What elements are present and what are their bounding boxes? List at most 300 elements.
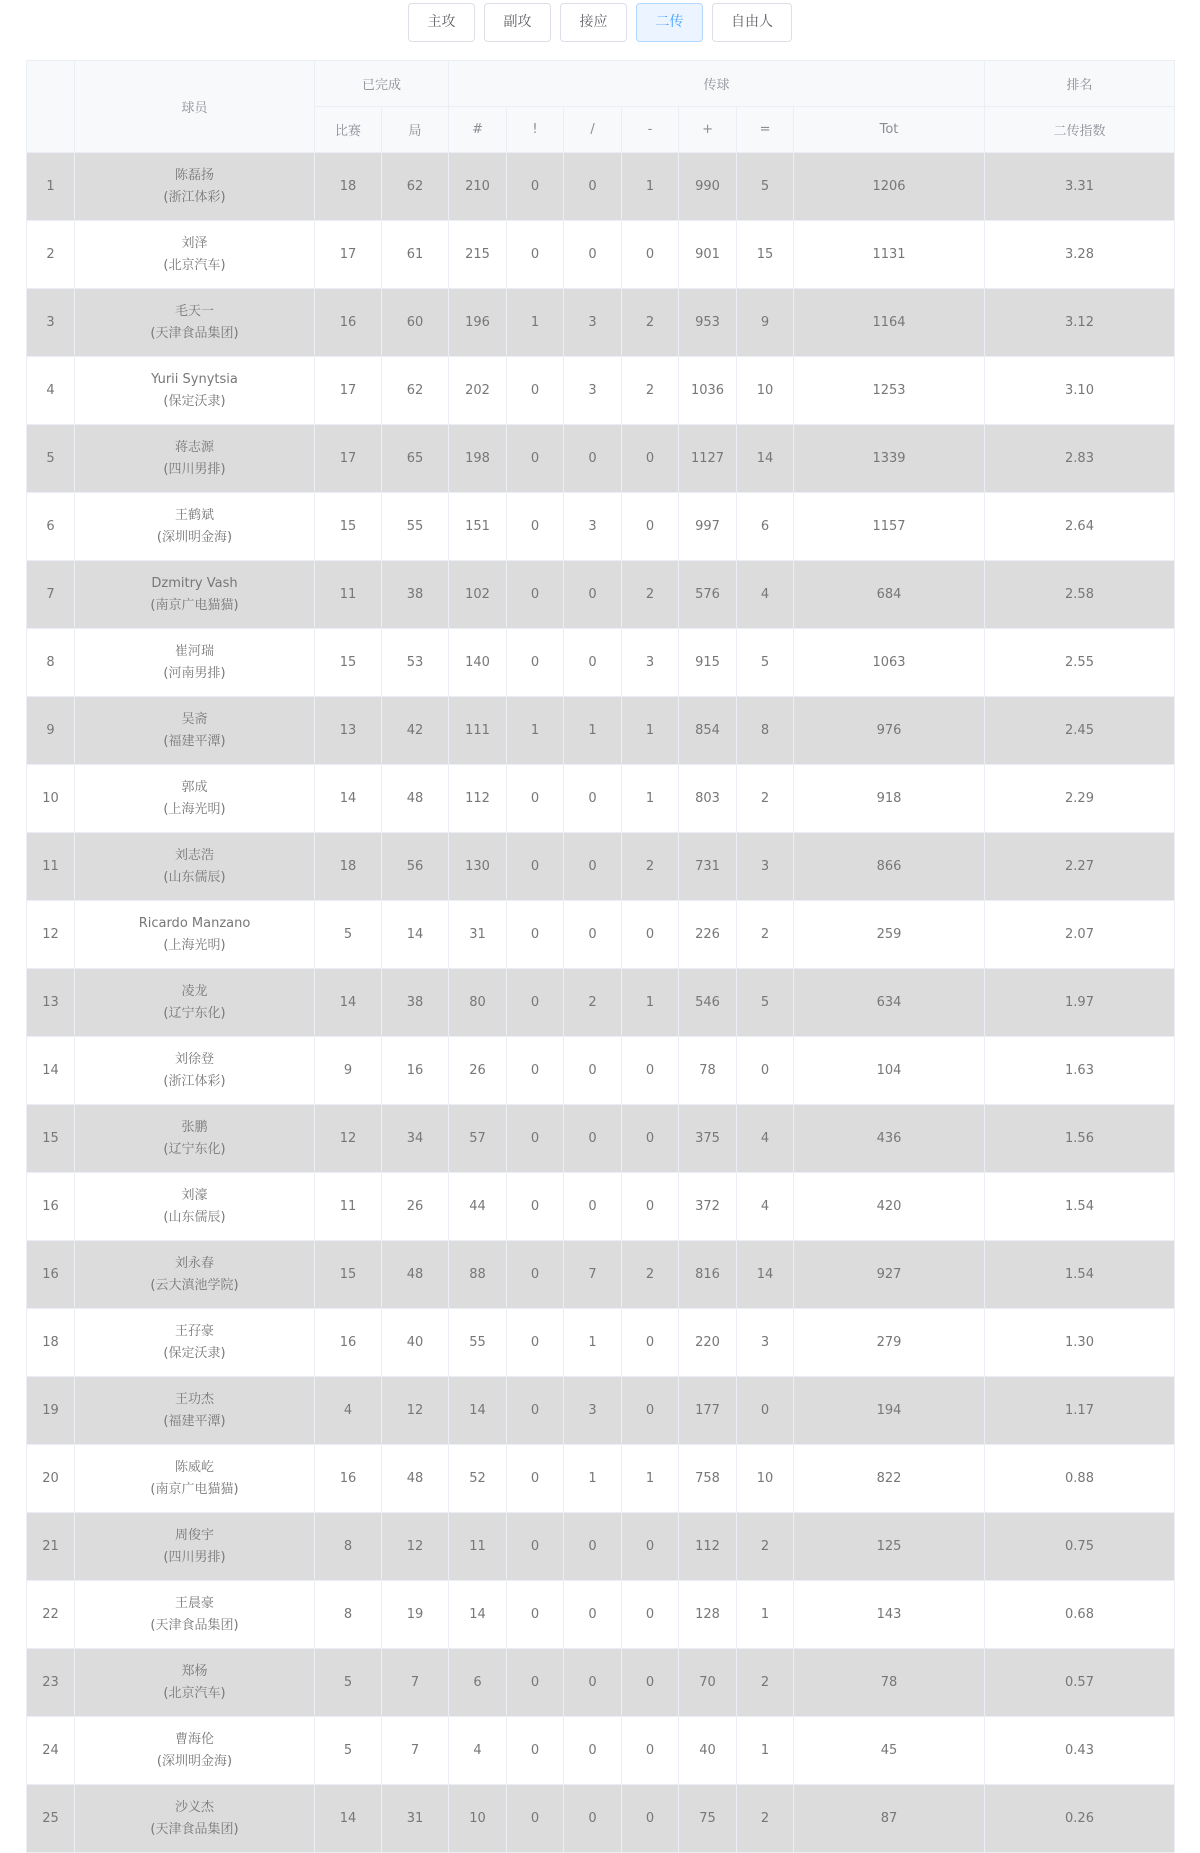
player-team: (北京汽车) — [163, 257, 226, 273]
total-cell: 436 — [794, 1105, 985, 1173]
player-name[interactable]: 凌龙 — [181, 983, 208, 999]
player-name[interactable]: 陈磊扬 — [174, 167, 214, 183]
setter-index-cell: 1.17 — [985, 1377, 1175, 1445]
player-name[interactable]: 郑杨 — [181, 1663, 208, 1679]
total-cell: 1063 — [794, 629, 985, 697]
player-name[interactable]: 王孖豪 — [174, 1323, 214, 1339]
minus-cell: 2 — [622, 561, 679, 629]
total-cell: 927 — [794, 1241, 985, 1309]
player-cell — [75, 561, 315, 629]
player-cell — [75, 697, 315, 765]
rank-cell: 9 — [27, 697, 75, 765]
player-team: (山东儒辰) — [163, 1209, 226, 1225]
equals-cell: 14 — [737, 425, 794, 493]
slash-cell: 0 — [564, 1173, 622, 1241]
sets-cell: 48 — [382, 1445, 449, 1513]
slash-cell: 2 — [564, 969, 622, 1037]
minus-cell: 1 — [622, 1445, 679, 1513]
matches-cell: 14 — [315, 765, 382, 833]
setter-index-cell: 2.29 — [985, 765, 1175, 833]
total-cell: 143 — [794, 1581, 985, 1649]
slash-cell: 0 — [564, 1513, 622, 1581]
slash-cell: 1 — [564, 1445, 622, 1513]
total-cell: 259 — [794, 901, 985, 969]
table-row — [27, 969, 1175, 1037]
player-name[interactable]: 曹海伦 — [174, 1731, 214, 1747]
equals-cell: 3 — [737, 833, 794, 901]
excl-cell: 0 — [507, 1445, 564, 1513]
equals-cell: 4 — [737, 1173, 794, 1241]
setter-index-cell: 2.45 — [985, 697, 1175, 765]
matches-cell: 11 — [315, 561, 382, 629]
minus-cell: 1 — [622, 765, 679, 833]
sets-cell: 53 — [382, 629, 449, 697]
total-cell: 78 — [794, 1649, 985, 1717]
perfect-set-header[interactable]: # — [449, 107, 507, 153]
table-row — [27, 1377, 1175, 1445]
player-name[interactable]: 王功杰 — [174, 1391, 214, 1407]
sets-cell: 40 — [382, 1309, 449, 1377]
excl-cell: 0 — [507, 765, 564, 833]
matches-cell: 14 — [315, 1785, 382, 1853]
sets-cell: 12 — [382, 1377, 449, 1445]
rank-cell: 12 — [27, 901, 75, 969]
perfect-set-cell: 88 — [449, 1241, 507, 1309]
excl-cell: 0 — [507, 153, 564, 221]
equals-cell: 10 — [737, 1445, 794, 1513]
minus-cell: 0 — [622, 493, 679, 561]
sets-cell: 34 — [382, 1105, 449, 1173]
tab-3[interactable]: 二传 — [636, 3, 703, 42]
setter-index-cell: 1.63 — [985, 1037, 1175, 1105]
player-cell — [75, 1717, 315, 1785]
slash-cell: 0 — [564, 833, 622, 901]
setter-index-cell: 0.26 — [985, 1785, 1175, 1853]
rank-cell: 2 — [27, 221, 75, 289]
table-row — [27, 153, 1175, 221]
table-row — [27, 901, 1175, 969]
plus-cell: 731 — [679, 833, 737, 901]
rank-cell: 3 — [27, 289, 75, 357]
minus-cell: 2 — [622, 357, 679, 425]
player-cell — [75, 629, 315, 697]
equals-header[interactable]: = — [737, 107, 794, 153]
perfect-set-cell: 14 — [449, 1581, 507, 1649]
minus-cell: 3 — [622, 629, 679, 697]
excl-cell: 0 — [507, 221, 564, 289]
matches-cell: 5 — [315, 1717, 382, 1785]
slash-header[interactable]: / — [564, 107, 622, 153]
perfect-set-cell: 10 — [449, 1785, 507, 1853]
total-cell: 1131 — [794, 221, 985, 289]
table-row — [27, 1105, 1175, 1173]
passing-group-header: 传球 — [449, 61, 985, 107]
tab-4[interactable]: 自由人 — [712, 3, 792, 42]
rank-cell: 4 — [27, 357, 75, 425]
slash-cell: 0 — [564, 561, 622, 629]
minus-cell: 0 — [622, 1717, 679, 1785]
equals-cell: 4 — [737, 1105, 794, 1173]
plus-cell: 803 — [679, 765, 737, 833]
perfect-set-cell: 151 — [449, 493, 507, 561]
minus-cell: 0 — [622, 1785, 679, 1853]
equals-cell: 5 — [737, 153, 794, 221]
player-team: (深圳明金海) — [156, 529, 233, 545]
player-cell — [75, 289, 315, 357]
equals-cell: 2 — [737, 1649, 794, 1717]
equals-cell: 1 — [737, 1717, 794, 1785]
matches-cell: 16 — [315, 1309, 382, 1377]
minus-cell: 0 — [622, 1173, 679, 1241]
player-team: (福建平潭) — [163, 733, 226, 749]
equals-cell: 5 — [737, 629, 794, 697]
total-cell: 1157 — [794, 493, 985, 561]
table-row — [27, 629, 1175, 697]
perfect-set-cell: 55 — [449, 1309, 507, 1377]
minus-cell: 0 — [622, 425, 679, 493]
table-row — [27, 833, 1175, 901]
sets-cell: 65 — [382, 425, 449, 493]
total-cell: 976 — [794, 697, 985, 765]
excl-cell: 0 — [507, 1309, 564, 1377]
rank-cell: 24 — [27, 1717, 75, 1785]
perfect-set-cell: 26 — [449, 1037, 507, 1105]
table-row — [27, 493, 1175, 561]
plus-cell: 990 — [679, 153, 737, 221]
player-name[interactable]: 毛天一 — [174, 303, 214, 319]
plus-cell: 997 — [679, 493, 737, 561]
player-name[interactable]: 刘志浩 — [174, 847, 214, 863]
slash-cell: 0 — [564, 1717, 622, 1785]
player-name[interactable]: 陈威屹 — [174, 1459, 214, 1475]
plus-cell: 546 — [679, 969, 737, 1037]
slash-cell: 7 — [564, 1241, 622, 1309]
excl-cell: 0 — [507, 1581, 564, 1649]
equals-cell: 2 — [737, 1785, 794, 1853]
plus-cell: 1127 — [679, 425, 737, 493]
perfect-set-cell: 111 — [449, 697, 507, 765]
player-team: (保定沃隶) — [163, 393, 226, 409]
sets-cell: 7 — [382, 1649, 449, 1717]
plus-cell: 78 — [679, 1037, 737, 1105]
stats-table-container — [26, 60, 1174, 1853]
player-cell — [75, 833, 315, 901]
table-row — [27, 1717, 1175, 1785]
plus-cell: 226 — [679, 901, 737, 969]
rank-cell: 14 — [27, 1037, 75, 1105]
rank-cell: 15 — [27, 1105, 75, 1173]
sets-cell: 62 — [382, 153, 449, 221]
total-cell: 420 — [794, 1173, 985, 1241]
sets-cell: 16 — [382, 1037, 449, 1105]
matches-cell: 8 — [315, 1581, 382, 1649]
sets-cell: 61 — [382, 221, 449, 289]
player-name[interactable]: 蒋志源 — [174, 439, 214, 455]
player-cell — [75, 221, 315, 289]
setter-index-cell: 1.30 — [985, 1309, 1175, 1377]
matches-cell: 18 — [315, 833, 382, 901]
excl-cell: 0 — [507, 833, 564, 901]
setter-index-cell: 2.27 — [985, 833, 1175, 901]
table-row — [27, 697, 1175, 765]
matches-cell: 5 — [315, 901, 382, 969]
minus-cell: 0 — [622, 1105, 679, 1173]
rank-cell: 13 — [27, 969, 75, 1037]
sets-cell: 26 — [382, 1173, 449, 1241]
setter-index-cell: 2.64 — [985, 493, 1175, 561]
player-name[interactable]: Dzmitry Vash — [151, 575, 238, 591]
player-name[interactable]: 刘泽 — [181, 235, 208, 251]
rank-cell: 7 — [27, 561, 75, 629]
excl-cell: 0 — [507, 1377, 564, 1445]
equals-cell: 8 — [737, 697, 794, 765]
total-cell: 279 — [794, 1309, 985, 1377]
matches-cell: 17 — [315, 357, 382, 425]
minus-cell: 0 — [622, 1037, 679, 1105]
player-cell — [75, 1105, 315, 1173]
rank-header — [27, 61, 75, 153]
table-row — [27, 1037, 1175, 1105]
sets-cell: 48 — [382, 1241, 449, 1309]
slash-cell: 0 — [564, 765, 622, 833]
plus-cell: 372 — [679, 1173, 737, 1241]
sets-cell: 7 — [382, 1717, 449, 1785]
excl-cell: 0 — [507, 1105, 564, 1173]
setter-index-header[interactable]: 二传指数 — [985, 107, 1175, 153]
plus-cell: 576 — [679, 561, 737, 629]
plus-cell: 220 — [679, 1309, 737, 1377]
slash-cell: 1 — [564, 1309, 622, 1377]
player-name[interactable]: 沙义杰 — [174, 1799, 214, 1815]
perfect-set-cell: 102 — [449, 561, 507, 629]
plus-cell: 915 — [679, 629, 737, 697]
rank-cell: 20 — [27, 1445, 75, 1513]
sets-cell: 56 — [382, 833, 449, 901]
sets-cell: 60 — [382, 289, 449, 357]
rank-cell: 1 — [27, 153, 75, 221]
setter-index-cell: 0.57 — [985, 1649, 1175, 1717]
table-row — [27, 1445, 1175, 1513]
total-cell: 1253 — [794, 357, 985, 425]
player-name[interactable]: 郭成 — [181, 779, 208, 795]
sets-cell: 48 — [382, 765, 449, 833]
player-team: (四川男排) — [163, 1549, 226, 1565]
plus-cell: 112 — [679, 1513, 737, 1581]
player-team: (上海光明) — [163, 937, 226, 953]
player-cell — [75, 1173, 315, 1241]
excl-cell: 0 — [507, 1649, 564, 1717]
setter-index-cell: 3.28 — [985, 221, 1175, 289]
player-name[interactable]: 刘徐登 — [174, 1051, 214, 1067]
slash-cell: 0 — [564, 1785, 622, 1853]
excl-cell: 0 — [507, 425, 564, 493]
total-cell: 45 — [794, 1717, 985, 1785]
player-team: (深圳明金海) — [156, 1753, 233, 1769]
matches-cell: 15 — [315, 1241, 382, 1309]
equals-cell: 2 — [737, 765, 794, 833]
table-row — [27, 1581, 1175, 1649]
equals-cell: 5 — [737, 969, 794, 1037]
sets-cell: 14 — [382, 901, 449, 969]
player-cell — [75, 969, 315, 1037]
equals-cell: 9 — [737, 289, 794, 357]
slash-cell: 0 — [564, 1037, 622, 1105]
table-header — [27, 61, 1175, 153]
equals-cell: 0 — [737, 1377, 794, 1445]
player-name[interactable]: 崔河瑞 — [174, 643, 214, 659]
perfect-set-cell: 11 — [449, 1513, 507, 1581]
matches-cell: 15 — [315, 493, 382, 561]
excl-cell: 0 — [507, 969, 564, 1037]
setter-stats-table — [26, 60, 1175, 1853]
setter-index-cell: 0.43 — [985, 1717, 1175, 1785]
plus-cell: 70 — [679, 1649, 737, 1717]
slash-cell: 0 — [564, 1649, 622, 1717]
player-team: (上海光明) — [163, 801, 226, 817]
excl-cell: 0 — [507, 561, 564, 629]
sets-header[interactable]: 局 — [382, 107, 449, 153]
total-cell: 1164 — [794, 289, 985, 357]
total-cell: 918 — [794, 765, 985, 833]
tab-1[interactable]: 副攻 — [484, 3, 551, 42]
minus-cell: 0 — [622, 901, 679, 969]
excl-cell: 0 — [507, 1513, 564, 1581]
player-team: (南京广电猫猫) — [150, 1481, 239, 1497]
matches-cell: 13 — [315, 697, 382, 765]
plus-cell: 40 — [679, 1717, 737, 1785]
table-row — [27, 1173, 1175, 1241]
perfect-set-cell: 57 — [449, 1105, 507, 1173]
rank-cell: 22 — [27, 1581, 75, 1649]
table-row — [27, 765, 1175, 833]
matches-cell: 16 — [315, 1445, 382, 1513]
table-row — [27, 1649, 1175, 1717]
excl-header[interactable]: ! — [507, 107, 564, 153]
player-name[interactable]: 周俊宇 — [174, 1527, 214, 1543]
matches-cell: 9 — [315, 1037, 382, 1105]
sets-cell: 38 — [382, 969, 449, 1037]
sets-cell: 38 — [382, 561, 449, 629]
table-row — [27, 1241, 1175, 1309]
minus-header[interactable]: - — [622, 107, 679, 153]
plus-cell: 75 — [679, 1785, 737, 1853]
completed-group-header: 已完成 — [315, 61, 449, 107]
player-name[interactable]: 王鹤斌 — [174, 507, 214, 523]
player-name[interactable]: 王晨豪 — [174, 1595, 214, 1611]
excl-cell: 0 — [507, 1717, 564, 1785]
player-name[interactable]: Ricardo Manzano — [138, 915, 251, 931]
plus-cell: 1036 — [679, 357, 737, 425]
sets-cell: 62 — [382, 357, 449, 425]
rank-cell: 21 — [27, 1513, 75, 1581]
excl-cell: 0 — [507, 629, 564, 697]
perfect-set-cell: 6 — [449, 1649, 507, 1717]
plus-cell: 758 — [679, 1445, 737, 1513]
total-header[interactable]: Tot — [794, 107, 985, 153]
table-row — [27, 221, 1175, 289]
player-name[interactable]: Yurii Synytsia — [151, 371, 238, 387]
plus-cell: 854 — [679, 697, 737, 765]
player-name[interactable]: 刘濠 — [181, 1187, 208, 1203]
equals-cell: 1 — [737, 1581, 794, 1649]
total-cell: 1339 — [794, 425, 985, 493]
slash-cell: 3 — [564, 357, 622, 425]
player-team: (浙江体彩) — [163, 189, 226, 205]
setter-index-cell: 2.83 — [985, 425, 1175, 493]
slash-cell: 3 — [564, 289, 622, 357]
tab-0[interactable]: 主攻 — [408, 3, 475, 42]
equals-cell: 4 — [737, 561, 794, 629]
setter-index-cell: 1.54 — [985, 1173, 1175, 1241]
player-team: (天津食品集团) — [150, 325, 239, 341]
excl-cell: 0 — [507, 493, 564, 561]
player-cell — [75, 1649, 315, 1717]
matches-cell: 4 — [315, 1377, 382, 1445]
total-cell: 194 — [794, 1377, 985, 1445]
equals-cell: 15 — [737, 221, 794, 289]
ranking-group-header: 排名 — [985, 61, 1175, 107]
table-row — [27, 1513, 1175, 1581]
slash-cell: 0 — [564, 629, 622, 697]
minus-cell: 1 — [622, 697, 679, 765]
player-name[interactable]: 张鹏 — [181, 1119, 208, 1135]
matches-header[interactable]: 比赛 — [315, 107, 382, 153]
minus-cell: 1 — [622, 153, 679, 221]
rank-cell: 6 — [27, 493, 75, 561]
minus-cell: 0 — [622, 221, 679, 289]
player-cell — [75, 1037, 315, 1105]
player-cell — [75, 765, 315, 833]
plus-cell: 953 — [679, 289, 737, 357]
perfect-set-cell: 130 — [449, 833, 507, 901]
perfect-set-cell: 215 — [449, 221, 507, 289]
table-body — [27, 153, 1175, 1853]
rank-cell: 5 — [27, 425, 75, 493]
setter-index-cell: 2.55 — [985, 629, 1175, 697]
equals-cell: 2 — [737, 901, 794, 969]
matches-cell: 12 — [315, 1105, 382, 1173]
setter-index-cell: 0.88 — [985, 1445, 1175, 1513]
setter-index-cell: 3.12 — [985, 289, 1175, 357]
matches-cell: 17 — [315, 221, 382, 289]
plus-cell: 375 — [679, 1105, 737, 1173]
perfect-set-cell: 4 — [449, 1717, 507, 1785]
equals-cell: 3 — [737, 1309, 794, 1377]
minus-cell: 1 — [622, 969, 679, 1037]
player-team: (河南男排) — [163, 665, 226, 681]
matches-cell: 11 — [315, 1173, 382, 1241]
rank-cell: 8 — [27, 629, 75, 697]
slash-cell: 1 — [564, 697, 622, 765]
perfect-set-cell: 198 — [449, 425, 507, 493]
tab-2[interactable]: 接应 — [560, 3, 627, 42]
rank-cell: 16 — [27, 1173, 75, 1241]
excl-cell: 0 — [507, 1241, 564, 1309]
rank-cell: 16 — [27, 1241, 75, 1309]
perfect-set-cell: 52 — [449, 1445, 507, 1513]
excl-cell: 1 — [507, 289, 564, 357]
plus-header[interactable]: + — [679, 107, 737, 153]
player-header[interactable]: 球员 — [75, 61, 315, 153]
table-row — [27, 357, 1175, 425]
player-cell — [75, 357, 315, 425]
player-cell — [75, 1309, 315, 1377]
position-tabs — [0, 3, 1200, 44]
perfect-set-cell: 44 — [449, 1173, 507, 1241]
player-name[interactable]: 刘永春 — [174, 1255, 214, 1271]
player-name[interactable]: 吴斋 — [181, 711, 208, 727]
player-team: (天津食品集团) — [150, 1821, 239, 1837]
